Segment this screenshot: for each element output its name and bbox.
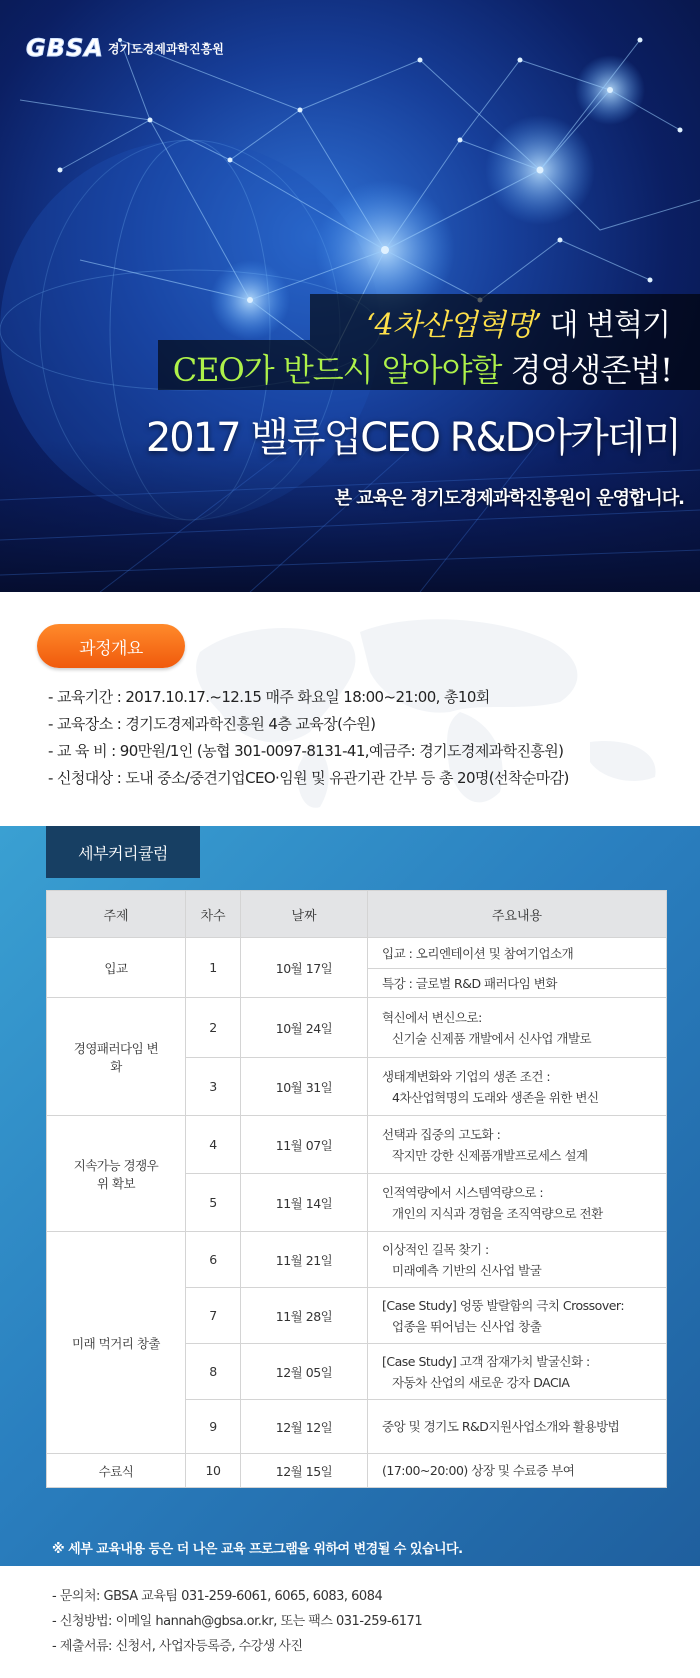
contact-list [52, 1584, 422, 1659]
cell-content [368, 1174, 667, 1232]
content-main: 중앙 및 경기도 R&D지원사업소개와 활용방법 [382, 1419, 620, 1434]
logo-mark: GBSA [26, 34, 104, 62]
cell-session-no: 7 [186, 1288, 241, 1344]
cell-date: 12월 15일 [241, 1454, 368, 1488]
cell-content [368, 1344, 667, 1400]
cell-date: 11월 28일 [241, 1288, 368, 1344]
table-row [47, 1116, 667, 1174]
cell-date: 10월 17일 [241, 938, 368, 998]
content-main: 인적역량에서 시스템역량으로 : [382, 1184, 544, 1200]
content-main: [Case Study] 고객 잠재가치 발굴신화 : [382, 1353, 590, 1369]
cell-session-no: 8 [186, 1344, 241, 1400]
table-row [47, 938, 667, 969]
curriculum-table-wrap [46, 890, 666, 1488]
course-overview-label: 과정개요 [37, 624, 185, 668]
cell-session-no: 4 [186, 1116, 241, 1174]
cell-session-no: 3 [186, 1058, 241, 1116]
logo-text: 경기도경제과학진흥원 [107, 41, 224, 56]
curriculum-table [46, 890, 667, 1488]
content-sub: 개인의 지식과 경험을 조직역량으로 전환 [392, 1205, 603, 1221]
cell-session-no: 5 [186, 1174, 241, 1232]
overview-info-list [48, 684, 569, 792]
header-content: 주요내용 [368, 891, 667, 938]
contact-documents: - 제출서류: 신청서, 사업자등록증, 수강생 사진 [52, 1639, 303, 1654]
cell-date: 10월 31일 [241, 1058, 368, 1116]
content-sub: 미래예측 기반의 신사업 발굴 [392, 1262, 542, 1278]
headline-green: CEO가 반드시 알아야할 [172, 351, 502, 389]
content-main: (17:00~20:00) 상장 및 수료증 부여 [382, 1463, 575, 1478]
content-sub: 신기술 신제품 개발에서 신사업 개발로 [392, 1030, 592, 1046]
headline-line-2 [173, 345, 672, 391]
curriculum-section [0, 826, 700, 1566]
cell-content [368, 998, 667, 1058]
headline-white: 경영생존법! [501, 351, 672, 389]
content-main: [Case Study] 엉뚱 발랄함의 극치 Crossover: [382, 1297, 625, 1313]
content-main: 선택과 집중의 고도화 : [382, 1126, 501, 1142]
hero-banner [0, 0, 700, 592]
table-row [47, 1232, 667, 1288]
header-session: 차수 [186, 891, 241, 938]
header-date: 날짜 [241, 891, 368, 938]
content-main: 특강 : 글로벌 R&D 패러다임 변화 [382, 975, 557, 991]
page-title: 2017 밸류업CEO R&D아카데미 [145, 415, 680, 461]
cell-topic: 수료식 [47, 1454, 186, 1488]
cell-topic: 미래 먹거리 창출 [47, 1232, 186, 1454]
cell-content [368, 1454, 667, 1488]
content-main: 이상적인 길목 찾기 : [382, 1241, 489, 1257]
cell-content [368, 1058, 667, 1116]
cell-date: 11월 21일 [241, 1232, 368, 1288]
headline-line-1 [366, 300, 670, 344]
cell-content [368, 1288, 667, 1344]
cell-date: 11월 07일 [241, 1116, 368, 1174]
gbsa-logo [26, 34, 224, 62]
content-sub: 작지만 강한 신제품개발프로세스 설계 [392, 1147, 588, 1163]
table-row [47, 998, 667, 1058]
cell-topic: 입교 [47, 938, 186, 998]
content-main: 혁신에서 변신으로: [382, 1009, 482, 1025]
cell-session-no: 9 [186, 1400, 241, 1454]
cell-session-no: 6 [186, 1232, 241, 1288]
cell-topic: 경영패러다임 변화 [47, 998, 186, 1116]
cell-date: 12월 05일 [241, 1344, 368, 1400]
cell-topic: 지속가능 경쟁우위 확보 [47, 1116, 186, 1232]
cell-date: 12월 12일 [241, 1400, 368, 1454]
table-row [47, 1454, 667, 1488]
curriculum-label: 세부커리큘럼 [46, 826, 200, 878]
curriculum-body [47, 938, 667, 1488]
content-main: 입교 : 오리엔테이션 및 참여기업소개 [382, 945, 574, 961]
info-fee: - 교 육 비 : 90만원/1인 (농협 301-0097-8131-41,예금주: 경기도경제과학진흥원) [48, 742, 564, 760]
cell-session-no: 2 [186, 998, 241, 1058]
contact-apply-method: - 신청방법: 이메일 hannah@gbsa.or.kr, 또는 팩스 031-259-6171 [52, 1614, 423, 1629]
info-location: - 교육장소 : 경기도경제과학진흥원 4층 교육장(수원) [48, 715, 376, 733]
content-sub: 4차산업혁명의 도래와 생존을 위한 변신 [392, 1089, 599, 1105]
table-header-row [47, 891, 667, 938]
curriculum-note: ※ 세부 교육내용 등은 더 나은 교육 프로그램을 위하여 변경될 수 있습니다. [52, 1542, 463, 1557]
headline-rest: 대 변혁기 [541, 308, 670, 343]
cell-content [368, 938, 667, 969]
contact-section [0, 1566, 700, 1678]
cell-content [368, 1116, 667, 1174]
info-target: - 신청대상 : 도내 중소/중견기업CEO·임원 및 유관기관 간부 등 총 20명(선착순마감) [48, 769, 569, 787]
content-main: 생태계변화와 기업의 생존 조건 : [382, 1068, 551, 1084]
cell-date: 10월 24일 [241, 998, 368, 1058]
cell-session-no: 1 [186, 938, 241, 998]
contact-inquiry: - 문의처: GBSA 교육팀 031-259-6061, 6065, 6083, 6084 [52, 1589, 383, 1604]
headline-quote: ‘4차산업혁명’ [365, 308, 541, 343]
header-topic: 주제 [47, 891, 186, 938]
content-sub: 자동차 산업의 새로운 강자 DACIA [392, 1374, 570, 1390]
cell-session-no: 10 [186, 1454, 241, 1488]
info-schedule: - 교육기간 : 2017.10.17.~12.15 매주 화요일 18:00~21:00, 총10회 [48, 688, 490, 706]
cell-content [368, 969, 667, 998]
cell-content [368, 1232, 667, 1288]
hero-subtitle: 본 교육은 경기도경제과학진흥원이 운영합니다. [334, 488, 684, 509]
content-sub: 업종을 뛰어넘는 신사업 창출 [392, 1318, 542, 1334]
cell-date: 11월 14일 [241, 1174, 368, 1232]
course-overview-section [0, 592, 700, 826]
cell-content [368, 1400, 667, 1454]
